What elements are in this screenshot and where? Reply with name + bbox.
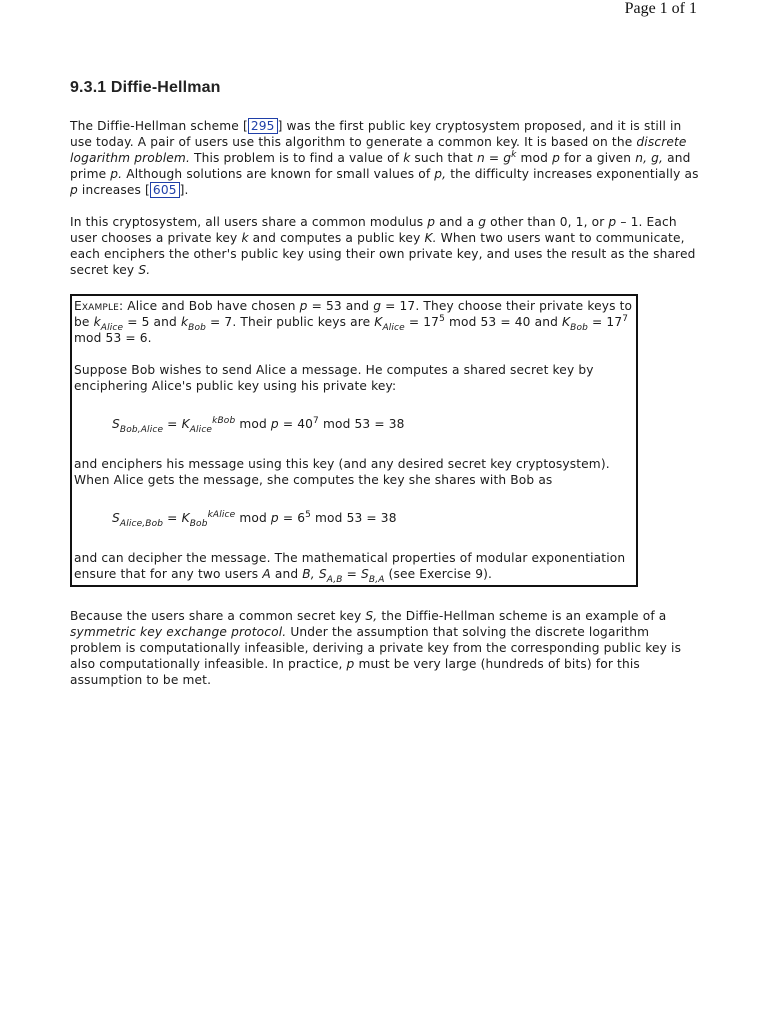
reference-link-605[interactable]: 605 — [150, 182, 180, 198]
example-alice-paragraph: and enciphers his message using this key (and any desired secret key cryptosystem). When Alice gets the message, she computes the key she shares with Bob as — [74, 457, 610, 487]
conclusion-paragraph: Because the users share a common secret key S, the Diffie-Hellman scheme is an example of a symmetric key exchange protocol. Under the assumption that solving the discrete logarithm problem is computationally infeasible, deriving a private key from the corresponding public key is also computationally infeasible. In practice, p must be very large (hundreds of bits) for this assumption to be met. — [70, 609, 682, 687]
document-content — [70, 78, 700, 704]
page-number: Page 1 of 1 — [624, 0, 697, 17]
example-conclusion: and can decipher the message. The mathematical properties of modular exponentiation ensure that for any two users A and B, $S_{A,B} = S_{B,A}$ (see Exercise 9). — [74, 551, 626, 585]
intro-paragraph: The Diffie-Hellman scheme [ 295 ] was the first public key cryptosystem proposed, and it is still in use today. A pair of users use this algorithm to generate a common key. It is based on the discrete logarithm problem. This problem is to find a value of k such that $n = g^k$ mod p for a given n, g, and prime p. Although solutions are known for small values of p, the difficulty increases exponentially as p increases [ 605 ]. — [70, 119, 699, 197]
example-intro: Example: Alice and Bob have chosen p = 53 and g = 17. They choose their private keys to be $k_{Alice} = 5$ and $k_{Bob} = 7$. Their public keys are $K_{Alice} = 17^5$ mod 53 = 40 and $K_{Bob} = 17^7$ mod 53 = 6. — [74, 299, 633, 345]
formula-bob-alice: $S_{Bob,Alice} = K_{Alice}^{kBob}$ mod $p = 40^7$ mod 53 = 38 — [112, 416, 405, 435]
example-bob-paragraph: Suppose Bob wishes to send Alice a message. He computes a shared secret key by enciphering Alice's public key using his private key: — [74, 363, 594, 393]
cryptosystem-paragraph: In this cryptosystem, all users share a common modulus p and a g other than 0, 1, or p – 1. Each user chooses a private key k and computes a public key K. When two users want to communicate, each enciphers the other's public key using their own private key, and uses the result as the shared secret key S. — [70, 215, 696, 277]
example-box — [70, 294, 638, 587]
reference-link-295[interactable]: 295 — [248, 118, 278, 134]
formula-alice-bob: $S_{Alice,Bob} = K_{Bob}^{kAlice}$ mod $p = 6^5$ mod 53 = 38 — [112, 510, 397, 529]
section-title: 9.3.1 Diffie-Hellman — [70, 79, 221, 96]
example-label: Example — [74, 299, 119, 313]
